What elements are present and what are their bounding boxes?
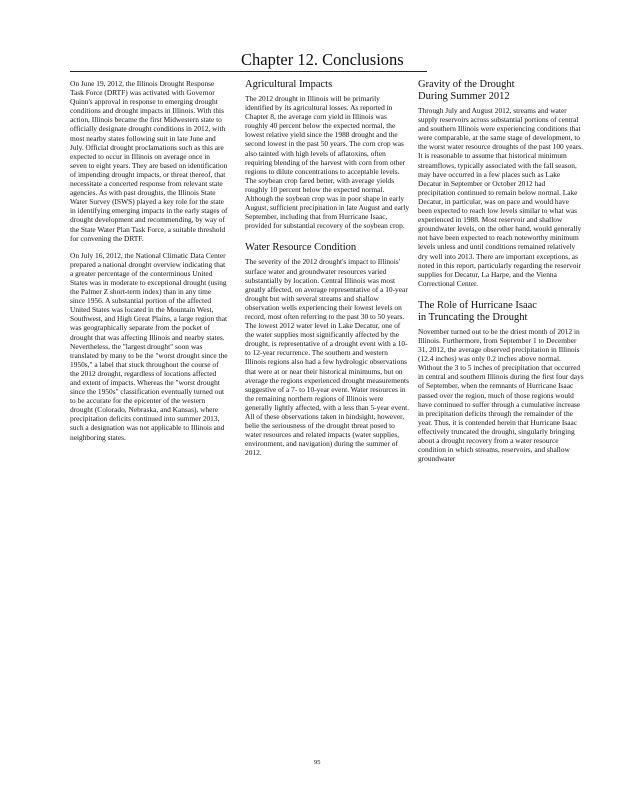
chapter-title: Chapter 12. Conclusions	[241, 50, 404, 69]
section-body: The severity of the 2012 drought's impact to Illinois' surface water and groundwater resources varied substantially by location. Central Illinois was most greatly affected, on average representative of a 10-year drought but with several streams and shallow observation wells experiencing their lowest levels on record, most often referring to the past 30 to 50 years. The lowest 2012 water level in Lake Decatur, one of the water supplies most significantly affected by the drought, is representative of a drought event with a 10- to 12-year recurrence. The southern and western Illinois regions also had a few hydrologic observations that were at or near their historical minimums, but on average the regions experienced drought measurements suggestive of a 7- to 10-year event. Water resources in the remaining northern regions of Illinois were generally lightly affected, with a less than 5-year event. All of these observations taken in hindsight, however, belie the seriousness of the drought threat posed to water resources and related impacts (water supplies, environment, and navigation) during the summer of 2012.	[245, 257, 410, 458]
section-heading	[418, 79, 584, 103]
section-hurricane-isaac	[418, 300, 584, 463]
section-body: Through July and August 2012, streams and water supply reservoirs across substantial portions of central and southern Illinois were experiencing conditions that were comparable, at the same stage of development, to the worst water resource droughts of the past 100 years. It is reasonable to assume that historical minimum streamflows, typically associated with the fall season, may have occurred in a few places such as Lake Decatur in September or October 2012 had precipitation continued to remain below normal. Lake Decatur, in particular, was on pace and would have been expected to reach low levels similar to what was experienced in 1988. Most reservoir and shallow groundwater levels, on the other hand, would generally not have been expected to reach noteworthy minimum levels unless and until conditions remained relatively dry well into 2013. There are important exceptions, as noted in this report, particularly regarding the reservoir supplies for Decatur, La Harpe, and the Vienna Correctional Center.	[418, 106, 584, 288]
body-paragraph: On June 19, 2012, the Illinois Drought Response Task Force (DRTF) was activated with Governor Quinn's approval in response to emerging drought conditions and drought impacts in Illinois. With this action, Illinois became the first Midwestern state to officially designate drought conditions in 2012, with most nearby states following suit in late June and July. Official drought proclamations such as this are expected to occur in Illinois on average once in seven to eight years. They are based on identification of impending drought impacts, or threat thereof, that necessitate a concerted response from relevant state agencies. As with past droughts, the Illinois State Water Survey (ISWS) played a key role for the state in identifying emerging impacts in the early stages of drought development and recommending, by way of the State Water Plan Task Force, a suitable threshold for convening the DRTF.	[70, 79, 228, 243]
section-heading: Water Resource Condition	[245, 242, 357, 254]
middle-column	[245, 79, 410, 457]
title-rule	[70, 71, 427, 72]
section-body: November turned out to be the driest month of 2012 in Illinois. Furthermore, from September 1 to December 31, 2012, the average observed precipitation in Illinois (12.4 inches) was only 0.2 inches above normal. Without the 3 to 5 inches of precipitation that occurred in central and southern Illinois during the first four days of September, when the remnants of Hurricane Isaac passed over the region, much of those regions would have continued to suffer through a cumulative increase in precipitation deficits through the remainder of the year. Thus, it is contended herein that Hurricane Isaac effectively truncated the drought, singularly bringing about a drought recovery from a water resource condition in which streams, reservoirs, and shallow groundwater	[418, 326, 584, 464]
heading-line: Gravity of the Drought	[418, 79, 515, 90]
section-gravity-of-drought	[418, 79, 584, 288]
heading-line: The Role of Hurricane Isaac	[418, 299, 537, 311]
heading-line: During Summer 2012	[418, 91, 510, 102]
body-paragraph: On July 16, 2012, the National Climatic Data Center prepared a national drought overview indicating that a greater percentage of the conterminous United States was in moderate to exceptional drought (using the Palmer Z short-term index) than in any time since 1956. A substantial portion of the affected United States was located in the Mountain West, Southwest, and High Great Plains, a large region that was geographically separate from the pocket of drought that was affecting Illinois and nearby states. Nevertheless, the "largest drought" soon was translated by many to be the "worst drought since the 1950s," a label that stuck throughout the course of the 2012 drought, regardless of locations affected and extent of impacts. Whereas the "worst drought since the 1950s" classification eventually turned out to be accurate for the epicenter of the western drought (Colorado, Nebraska, and Kansas), where precipitation deficits continued into summer 2013, such a designation was not applicable to Illinois and neighboring states.	[70, 250, 228, 442]
section-body: The 2012 drought in Illinois will be primarily identified by its agricultural losses. As reported in Chapter 8, the average corn yield in Illinois was roughly 40 percent below the expected normal, the lowest relative yield since the 1988 drought and the second lowest in the past 50 years. The corn crop was also tainted with high levels of aflatoxins, often requiring blending of the harvest with corn from other regions to dilute concentrations to acceptable levels. The soybean crop fared better, with average yields roughly 10 percent below the expected normal. Although the soybean crop was in poor shape in early August, sufficient precipitation in late August and early September, including that from Hurricane Isaac, provided for substantial recovery of the soybean crop.	[245, 94, 410, 231]
right-column	[418, 79, 584, 463]
page-number: 95	[314, 759, 321, 766]
section-heading: Agricultural Impacts	[245, 79, 333, 90]
left-column	[70, 79, 228, 442]
section-heading	[418, 300, 584, 324]
section-water-resource-condition	[245, 242, 410, 457]
section-agricultural-impacts	[245, 79, 410, 230]
heading-line: in Truncating the Drought	[418, 311, 528, 323]
